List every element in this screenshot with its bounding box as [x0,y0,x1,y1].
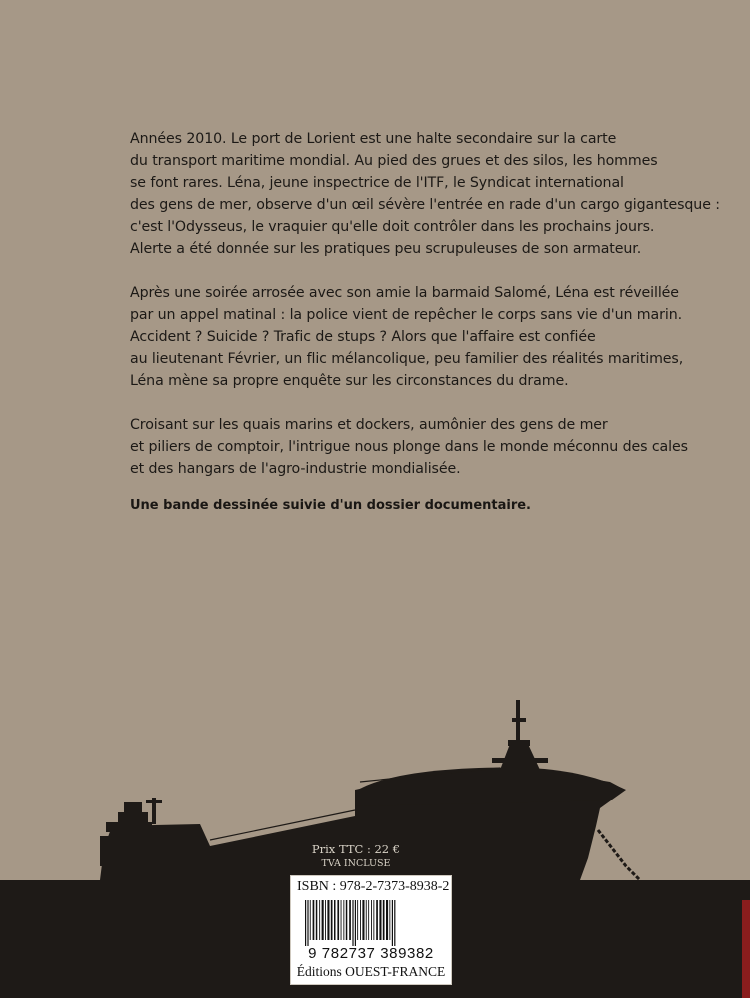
barcode-bar [368,900,369,940]
blurb-line: Alerte a été donnée sur les pratiques peu scrupuleuses de son armateur. [130,241,642,257]
ship-bow [355,768,626,806]
barcode-bar [341,900,342,940]
barcode-bar [376,900,378,940]
blurb-line: par un appel matinal : la police vient de repêcher le corps sans vie d'un marin. [130,307,682,323]
publisher-name: Éditions OUEST-FRANCE [296,964,446,979]
barcode-bar [392,900,393,946]
price-block [296,841,416,870]
barcode-bar [355,900,356,946]
barcode-bar [389,900,390,940]
barcode-number: 9 782737 389382 [308,945,434,962]
barcode-bar [337,900,339,940]
blurb-line: Accident ? Suicide ? Trafic de stups ? Alors que l'affaire est confiée [130,329,596,345]
barcode-bar [346,900,348,940]
barcode-bar [343,900,344,940]
barcode-bar [360,900,361,940]
barcode-bar [362,900,364,940]
barcode-bar [305,900,306,946]
blurb-line: se font rares. Léna, jeune inspectrice de l'ITF, le Syndicat international [130,175,624,191]
barcode-bar [319,900,320,940]
blurb-line: Années 2010. Le port de Lorient est une halte secondaire sur la carte [130,131,617,147]
blurb-line: au lieutenant Février, un flic mélancolique, peu familier des réalités maritimes, [130,351,684,367]
price-label: Prix TTC : 22 € [311,842,401,856]
isbn-barcode-box [290,875,452,985]
barcode-bar [386,900,388,940]
barcode-bar [331,900,333,940]
barcode-bar [334,900,336,940]
barcode-bar [379,900,381,940]
barcode-bar [349,900,351,940]
barcode-bar [316,900,318,940]
barcode-bar [357,900,358,940]
barcode-bar [325,900,326,940]
ship-bridge [118,812,148,824]
barcode-bar [383,900,385,940]
blurb-line: Après une soirée arrosée avec son amie la barmaid Salomé, Léna est réveillée [130,285,679,301]
blurb-line: et des hangars de l'agro-industrie mondialisée. [130,461,461,477]
barcode-bar [352,900,353,946]
barcode-bar [366,900,367,940]
barcode [303,900,443,946]
isbn-label: ISBN : 978-2-7373-8938-2 [297,879,450,894]
blurb-line: Croisant sur les quais marins et dockers, aumônier des gens de mer [130,417,608,433]
tagline: Une bande dessinée suivie d'un dossier documentaire. [130,498,531,513]
barcode-bar [327,900,329,940]
ship-crane-base [500,744,540,770]
tax-note: TVA INCLUSE [321,858,391,869]
blurb-line: c'est l'Odysseus, le vraquier qu'elle doit contrôler dans les prochains jours. [130,219,655,235]
barcode-bar [307,900,308,946]
barcode-bar [373,900,374,940]
blurb-line: et piliers de comptoir, l'intrigue nous plonge dans le monde méconnu des cales [130,439,688,455]
ship-wheelhouse [124,802,142,812]
barcode-bar [394,900,395,946]
barcode-bar [310,900,311,940]
barcode-bar [322,900,324,940]
barcode-bar [313,900,315,940]
barcode-bar [371,900,372,940]
blurb-line: du transport maritime mondial. Au pied des grues et des silos, les hommes [130,153,658,169]
anchor-chain [598,830,640,880]
blurb-line: Léna mène sa propre enquête sur les circonstances du drame. [130,373,569,389]
red-edge-strip [742,900,750,998]
blurb-line: des gens de mer, observe d'un œil sévère l'entrée en rade d'un cargo gigantesque : [130,197,720,213]
